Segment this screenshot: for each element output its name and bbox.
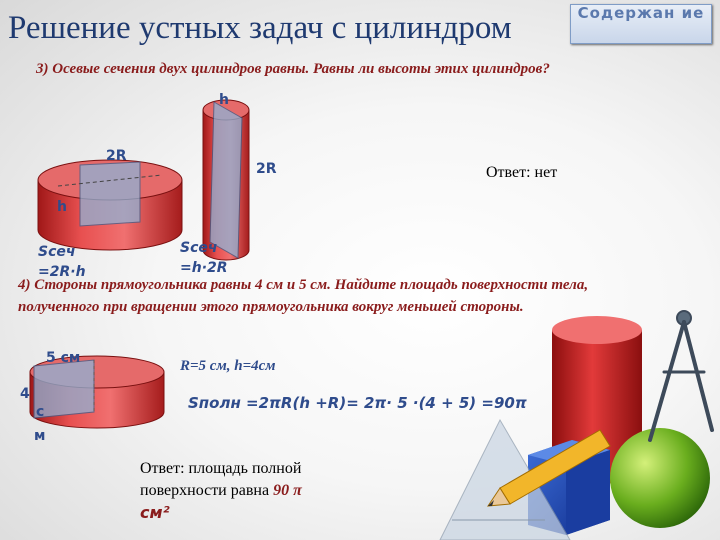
formula-right-1: Sсеч	[180, 240, 218, 256]
problem-3-text: 3) Осевые сечения двух цилиндров равны. Равны ли высоты этих цилиндров?	[36, 61, 550, 77]
label-h-right: h	[219, 92, 229, 108]
tall-cylinder	[203, 100, 249, 260]
answer-4-line1: Ответ: площадь полной	[140, 460, 302, 477]
rotation-cylinder	[30, 356, 164, 428]
formula-left-2: =2R·h	[38, 264, 86, 280]
area-formula: Sполн =2πR(h +R)= 2π· 5 ·(4 + 5) =90π	[188, 394, 527, 412]
page-title: Решение устных задач с цилиндром	[8, 10, 512, 46]
decor-sphere	[610, 428, 710, 528]
answer-4-line2-text: поверхности равна	[140, 482, 270, 499]
answer-4-unit: см²	[140, 503, 170, 522]
formula-right-2: =h·2R	[180, 260, 228, 276]
problem-4-text: 4) Стороны прямоугольника равны 4 см и 5 см. Найдите площадь поверхности тела, полученного при вращении этого прямоугольника вокруг меньшей стороны.	[18, 277, 589, 315]
compass-icon	[650, 311, 712, 440]
label-s: с	[36, 404, 45, 420]
label-5cm: 5 см	[46, 350, 81, 366]
label-h-left: h	[57, 199, 67, 215]
answer-4-line2	[140, 480, 370, 502]
contents-button[interactable]: Содержан ие	[570, 4, 712, 44]
answer-3: Ответ: нет	[486, 164, 558, 181]
label-2r-right: 2R	[256, 161, 277, 177]
formula-left-1: Sсеч	[38, 244, 76, 260]
answer-4-value: 90 π	[273, 482, 302, 499]
answer-4	[140, 458, 370, 524]
label-m: м	[34, 428, 46, 444]
given-values: R=5 см, h=4см	[180, 358, 276, 374]
label-2r-left: 2R	[106, 148, 127, 164]
label-4: 4	[20, 386, 30, 402]
